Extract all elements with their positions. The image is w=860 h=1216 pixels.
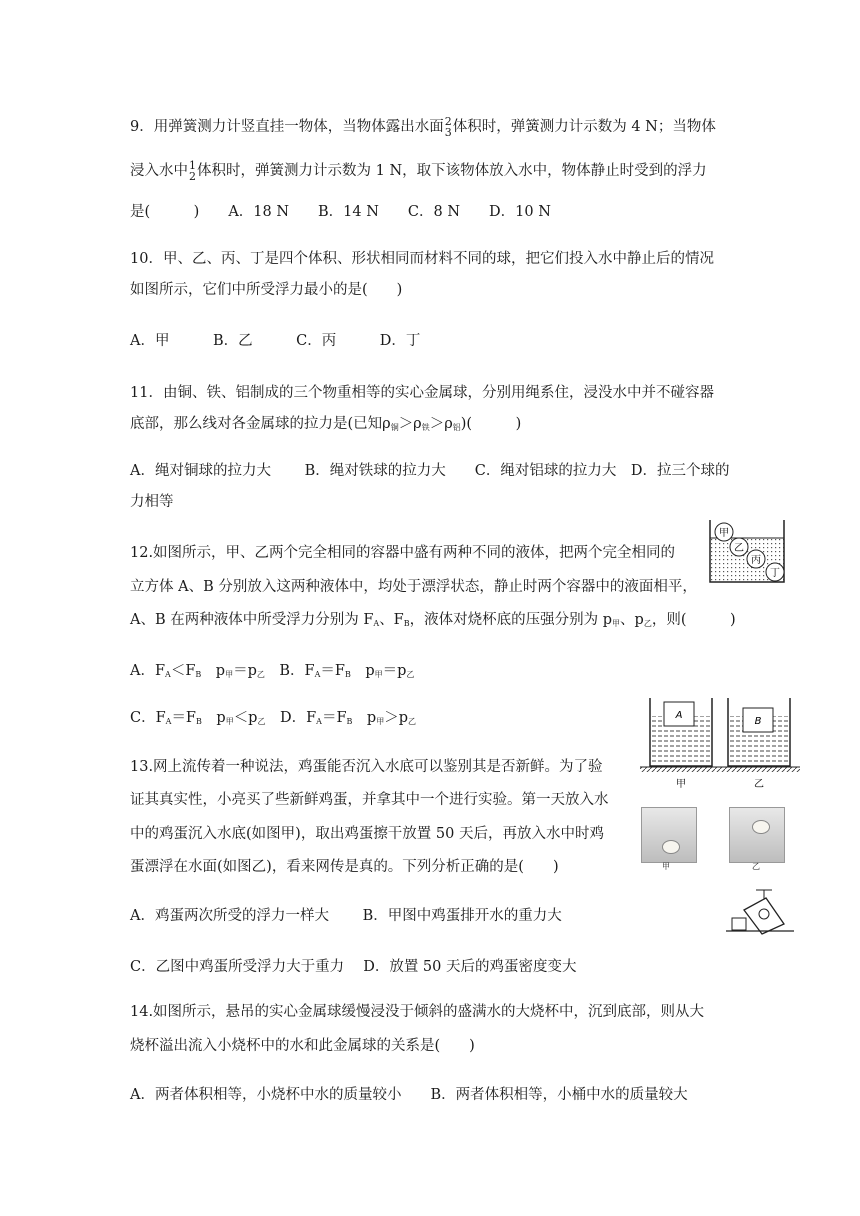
q9-options: 是( ) A．18 N B．14 N C．8 N D．10 N bbox=[130, 204, 551, 220]
metal-ball bbox=[759, 909, 769, 919]
q10-line-1: 10．甲、乙、丙、丁是四个体积、形状相同而材料不同的球，把它们投入水中静止后的情况 bbox=[130, 251, 714, 267]
q10-options: A．甲 B．乙 C．丙 D．丁 bbox=[130, 333, 421, 349]
ground-hatch bbox=[640, 767, 800, 772]
q12-options-ab: A．$F_A<F_B$ $p_甲=p_乙$ B．$F_A=F_B$ $p_甲=p_乙$ bbox=[130, 663, 415, 679]
fraction-one-half: 1 2 bbox=[189, 159, 196, 183]
small-beaker bbox=[732, 918, 746, 930]
q14-options-1: A．两者体积相等，小烧杯中水的质量较小 B．两者体积相等，小桶中水的质量较大 bbox=[130, 1087, 688, 1103]
egg-sunk bbox=[662, 840, 680, 854]
cube-caption-jia: 甲 bbox=[676, 779, 686, 790]
ball-label-ding: 丁 bbox=[770, 568, 780, 579]
ball-label-jia: 甲 bbox=[719, 528, 729, 539]
ball-label-bing: 丙 bbox=[751, 555, 761, 566]
q10-line-2: 如图所示，它们中所受浮力最小的是( ) bbox=[130, 282, 403, 298]
ball-label-yi: 乙 bbox=[734, 543, 744, 554]
q14-line-1: 14.如图所示，悬吊的实心金属球缓慢浸没于倾斜的盛满水的大烧杯中，沉到底部，则从大 bbox=[130, 1004, 705, 1020]
egg-photo-yi bbox=[729, 807, 785, 863]
q13-options-2: C．乙图中鸡蛋所受浮力大于重力 D．放置 50 天后的鸡蛋密度变大 bbox=[130, 959, 577, 975]
q13-line-4: 蛋漂浮在水面(如图乙)，看来网传是真的。下列分析正确的是( ) bbox=[130, 859, 559, 875]
overflow-beaker-figure bbox=[726, 888, 794, 936]
q9-line-1: 9．用弹簧测力计竖直挂一物体，当物体露出水面 2 3 体积时，弹簧测力计示数为 4 N；当物体 bbox=[130, 115, 716, 139]
q14-line-2: 烧杯溢出流入小烧杯中的水和此金属球的关系是( ) bbox=[130, 1038, 475, 1054]
q13-options-1: A．鸡蛋两次所受的浮力一样大 B．甲图中鸡蛋排开水的重力大 bbox=[130, 908, 562, 924]
q11-options-2: 力相等 bbox=[130, 494, 174, 510]
q13-line-2: 证其真实性，小亮买了些新鲜鸡蛋，并拿其中一个进行实验。第一天放入水 bbox=[130, 792, 609, 808]
egg-caption-yi: 乙 bbox=[752, 862, 760, 871]
q9-line-2: 浸入水中 1 2 体积时，弹簧测力计示数为 1 N，取下该物体放入水中，物体静止时受到的浮力 bbox=[130, 159, 707, 183]
q12-options-cd: C．$F_A=F_B$ $p_甲<p_乙$ D．$F_A=F_B$ $p_甲>p_乙$ bbox=[130, 710, 416, 726]
q12-line-1: 12.如图所示，甲、乙两个完全相同的容器中盛有两种不同的液体，把两个完全相同的 bbox=[130, 545, 676, 561]
q11-line-2: 底部，那么线对各金属球的拉力是(已知$\rho_铜>\rho_铁>\rho_铝$)( ) bbox=[130, 416, 522, 432]
egg-floating bbox=[752, 820, 770, 834]
q11-line-1: 11．由铜、铁、铝制成的三个物重相等的实心金属球，分别用绳系住，浸没水中并不碰容器 bbox=[130, 385, 714, 401]
q11-options-1: A．绳对铜球的拉力大 B．绳对铁球的拉力大 C．绳对铝球的拉力大 D．拉三个球的 bbox=[130, 463, 730, 479]
q13-line-3: 中的鸡蛋沉入水底(如图甲)，取出鸡蛋擦干放置 50 天后，再放入水中时鸡 bbox=[130, 826, 604, 842]
cube-caption-yi: 乙 bbox=[754, 779, 764, 790]
balls-in-water-figure bbox=[706, 518, 788, 586]
cube-label-a: A bbox=[675, 710, 683, 721]
q13-line-1: 13.网上流传着一种说法，鸡蛋能否沉入水底可以鉴别其是否新鲜。为了验 bbox=[130, 759, 603, 775]
fraction-two-thirds: 2 3 bbox=[444, 115, 452, 139]
cube-label-b: B bbox=[754, 716, 762, 727]
egg-caption-jia: 甲 bbox=[662, 862, 670, 871]
q12-line-3: A、B 在两种液体中所受浮力分别为 $F_A$、$F_B$，液体对烧杯底的压强分别为 $p_甲$、$p_乙$，则( ) bbox=[130, 612, 736, 628]
floating-cubes-figure bbox=[640, 694, 800, 792]
q12-line-2: 立方体 A、B 分别放入这两种液体中，均处于漂浮状态，静止时两个容器中的液面相平， bbox=[130, 579, 697, 595]
egg-photo-jia bbox=[641, 807, 697, 863]
